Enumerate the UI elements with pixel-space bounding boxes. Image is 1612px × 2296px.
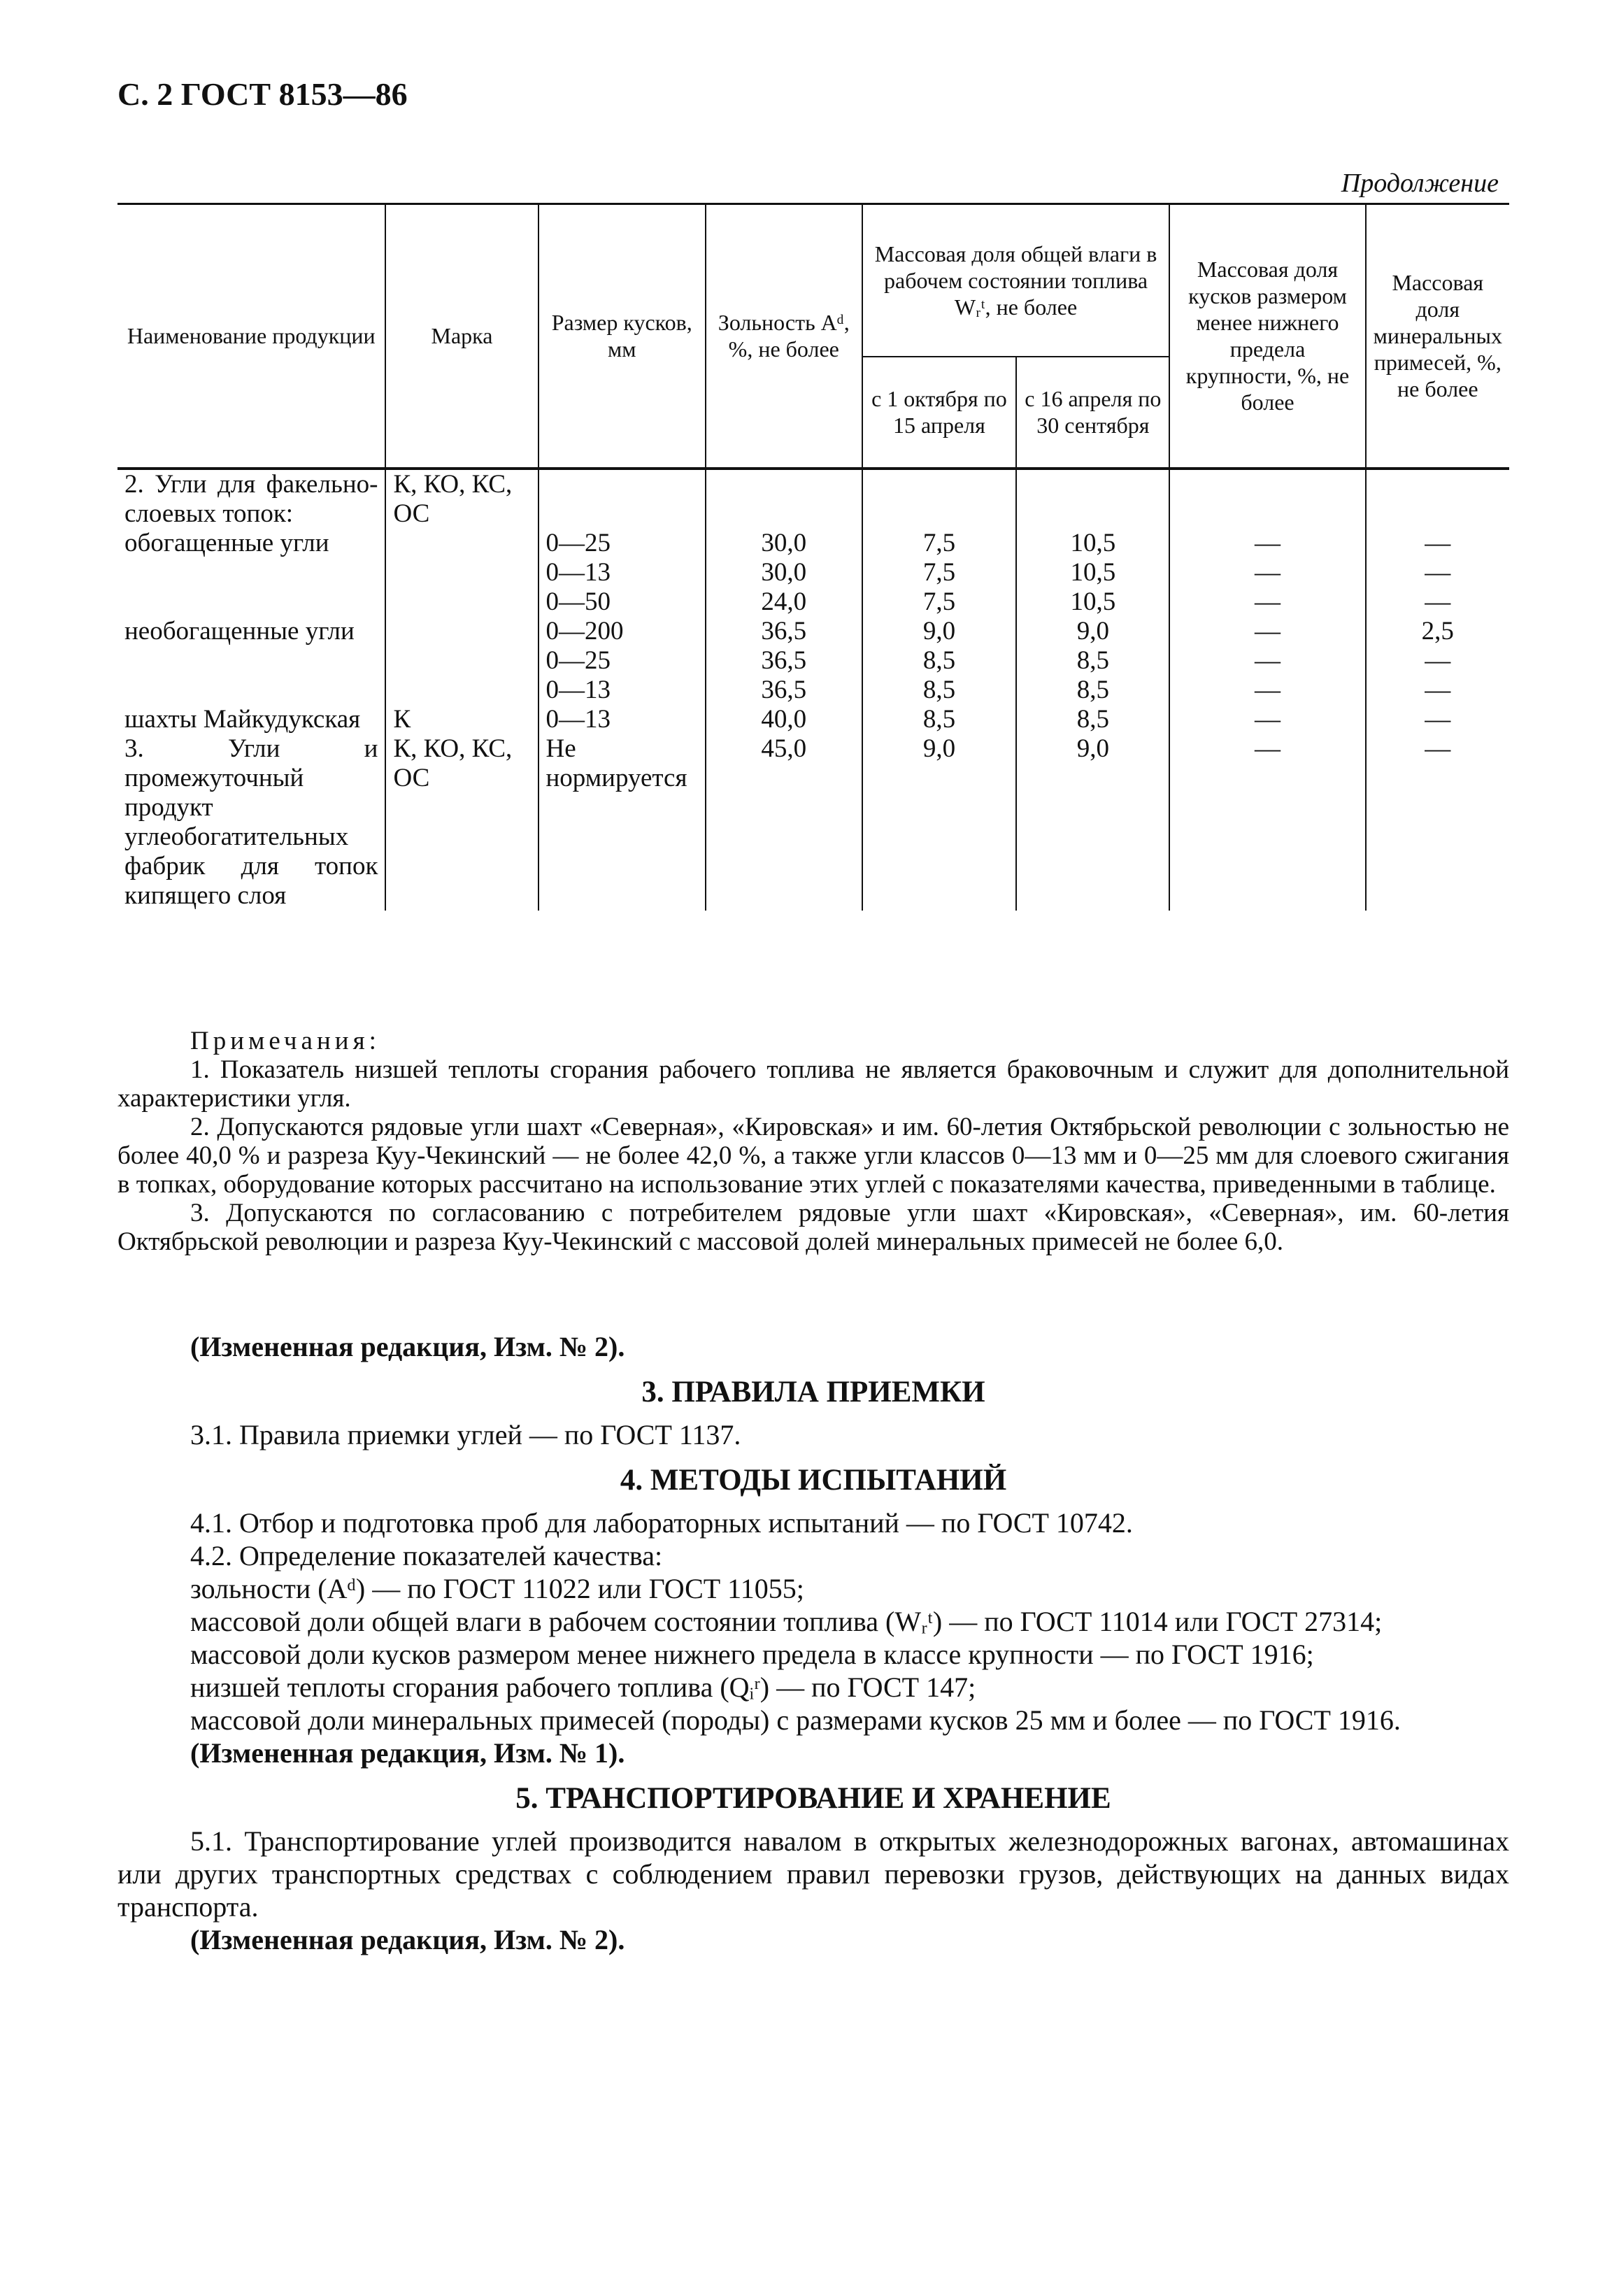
cell-moisture-summer: 8,5: [1016, 705, 1169, 734]
col-header-ash: Зольность Aᵈ, %, не более: [706, 204, 862, 469]
cell-mineral: —: [1366, 646, 1509, 676]
col-header-moisture-winter: с 1 октября по 15 апреля: [862, 357, 1017, 469]
col-header-mineral: Массовая доля минеральных примесей, %, не более: [1366, 204, 1509, 469]
section-3-1: 3.1. Правила приемки углей — по ГОСТ 1137.: [190, 1419, 741, 1450]
cell-ash: 40,0: [706, 705, 862, 734]
col-header-moisture-summer: с 16 апреля по 30 сентября: [1016, 357, 1169, 469]
cell-ash: 45,0: [706, 734, 862, 911]
cell-size: 0—13: [538, 705, 706, 734]
cell-mineral: 2,5: [1366, 617, 1509, 646]
document-body: [117, 1330, 1509, 1956]
row-sub-enriched: обогащенные угли: [117, 529, 385, 617]
cell-fines: —: [1169, 587, 1365, 617]
cell-mark: К, КО, КС, ОС: [385, 734, 538, 911]
note-3: 3. Допускаются по согласованию с потребителем рядовые угли шахт «Кировская», «Северная», им. 60-летия Октябрьской революции и разреза Куу-Чекинский с массовой долей минеральных примесей не более 6,0.: [117, 1199, 1509, 1256]
cell-size: 0—13: [538, 558, 706, 587]
cell-moisture-winter: 7,5: [862, 587, 1017, 617]
method-mineral: массовой доли минеральных примесей (породы) с размерами кусков 25 мм и более — по ГОСТ 1916.: [190, 1704, 1401, 1736]
cell-size: 0—13: [538, 676, 706, 705]
row-group-2-name: 2. Угли для факельно-слоевых топок:: [117, 469, 385, 529]
section-4-1: 4.1. Отбор и подготовка проб для лабораторных испытаний — по ГОСТ 10742.: [190, 1507, 1133, 1539]
notes-title: Примечания:: [190, 1027, 380, 1055]
cell-fines: —: [1169, 646, 1365, 676]
cell-moisture-winter: 9,0: [862, 617, 1017, 646]
cell-mineral: —: [1366, 587, 1509, 617]
col-header-moisture: Массовая доля общей влаги в рабочем состоянии топлива Wᵣᵗ, не более: [862, 204, 1170, 357]
cell-mineral: —: [1366, 705, 1509, 734]
cell-ash: 30,0: [706, 558, 862, 587]
table-row: [117, 734, 1509, 911]
cell-mineral: —: [1366, 558, 1509, 587]
amendment-note: (Измененная редакция, Изм. № 2).: [190, 1331, 625, 1362]
col-header-fines: Массовая доля кусков размером менее нижнего предела крупности, %, не более: [1169, 204, 1365, 469]
method-ash: зольности (Aᵈ) — по ГОСТ 11022 или ГОСТ 11055;: [190, 1573, 804, 1604]
cell-fines: —: [1169, 558, 1365, 587]
row-group-2-marks: К, КО, КС, ОС: [385, 469, 538, 529]
cell-size: Не нормируется: [538, 734, 706, 911]
row-sub-raw: необогащенные угли: [117, 617, 385, 705]
continuation-label: Продолжение: [1341, 169, 1499, 198]
page-header: С. 2 ГОСТ 8153—86: [117, 76, 408, 112]
cell-fines: —: [1169, 705, 1365, 734]
cell-ash: 30,0: [706, 529, 862, 558]
col-header-size: Размер кусков, мм: [538, 204, 706, 469]
section-5-1: 5.1. Транспортирование углей производится навалом в открытых железнодорожных вагонах, автомашинах или других транспортных средствах с соблюдением правил перевозки грузов, действующих на данных видах транспорта.: [117, 1825, 1509, 1923]
cell-moisture-winter: 9,0: [862, 734, 1017, 911]
note-2: 2. Допускаются рядовые угли шахт «Северная», «Кировская» и им. 60-летия Октябрьской революции с зольностью не более 40,0 % и разреза Куу-Чекинский — не более 42,0 %, а также угли классов 0—13 мм и 0—25 мм для слоевого сжигания в топках, оборудование которых рассчитано на использование этих углей с показателями качества, приведенными в таблице.: [117, 1113, 1509, 1199]
table-notes: [117, 1027, 1509, 1256]
cell-mineral: —: [1366, 676, 1509, 705]
cell-moisture-summer: 8,5: [1016, 646, 1169, 676]
method-heat: низшей теплоты сгорания рабочего топлива (Qᵢʳ) — по ГОСТ 147;: [190, 1671, 976, 1703]
cell-ash: 36,5: [706, 617, 862, 646]
cell-fines: —: [1169, 676, 1365, 705]
cell-moisture-summer: 10,5: [1016, 529, 1169, 558]
cell-moisture-winter: 8,5: [862, 676, 1017, 705]
cell-size: 0—25: [538, 646, 706, 676]
row-sub-maikuduk: шахты Майкудукская: [117, 705, 385, 734]
cell-ash: 36,5: [706, 646, 862, 676]
cell-mineral: —: [1366, 529, 1509, 558]
cell-moisture-winter: 8,5: [862, 705, 1017, 734]
cell-fines: —: [1169, 529, 1365, 558]
note-1: 1. Показатель низшей теплоты сгорания рабочего топлива не является браковочным и служит для дополнительной характеристики угля.: [117, 1055, 1509, 1113]
cell-moisture-summer: 8,5: [1016, 676, 1169, 705]
amendment-note: (Измененная редакция, Изм. № 1).: [190, 1737, 625, 1769]
cell-fines: —: [1169, 734, 1365, 911]
table-row: [117, 705, 1509, 734]
cell-size: 0—25: [538, 529, 706, 558]
cell-mineral: —: [1366, 734, 1509, 911]
cell-moisture-summer: 10,5: [1016, 558, 1169, 587]
section-4-2: 4.2. Определение показателей качества:: [190, 1540, 663, 1571]
method-fines: массовой доли кусков размером менее нижнего предела в классе крупности — по ГОСТ 1916;: [190, 1639, 1314, 1670]
row-group-3-name: 3. Угли и промежуточный продукт углеобогатительных фабрик для топок кипящего слоя: [117, 734, 385, 911]
table-row: [117, 617, 1509, 646]
cell-moisture-winter: 8,5: [862, 646, 1017, 676]
cell-moisture-winter: 7,5: [862, 558, 1017, 587]
amendment-note: (Измененная редакция, Изм. № 2).: [190, 1924, 625, 1955]
col-header-mark: Марка: [385, 204, 538, 469]
cell-ash: 24,0: [706, 587, 862, 617]
method-moisture: массовой доли общей влаги в рабочем состоянии топлива (Wᵣᵗ) — по ГОСТ 11014 или ГОСТ 27314;: [190, 1606, 1383, 1637]
cell-size: 0—200: [538, 617, 706, 646]
cell-ash: 36,5: [706, 676, 862, 705]
section-3-title: 3. ПРАВИЛА ПРИЕМКИ: [641, 1376, 985, 1409]
col-header-name: Наименование продукции: [117, 204, 385, 469]
cell-moisture-summer: 9,0: [1016, 734, 1169, 911]
cell-moisture-summer: 9,0: [1016, 617, 1169, 646]
section-5-title: 5. ТРАНСПОРТИРОВАНИЕ И ХРАНЕНИЕ: [515, 1782, 1111, 1815]
cell-fines: —: [1169, 617, 1365, 646]
section-4-title: 4. МЕТОДЫ ИСПЫТАНИЙ: [620, 1464, 1007, 1497]
coal-quality-table: [117, 203, 1509, 911]
cell-size: 0—50: [538, 587, 706, 617]
table-row: [117, 529, 1509, 558]
cell-moisture-winter: 7,5: [862, 529, 1017, 558]
cell-mark: К: [385, 705, 538, 734]
cell-moisture-summer: 10,5: [1016, 587, 1169, 617]
